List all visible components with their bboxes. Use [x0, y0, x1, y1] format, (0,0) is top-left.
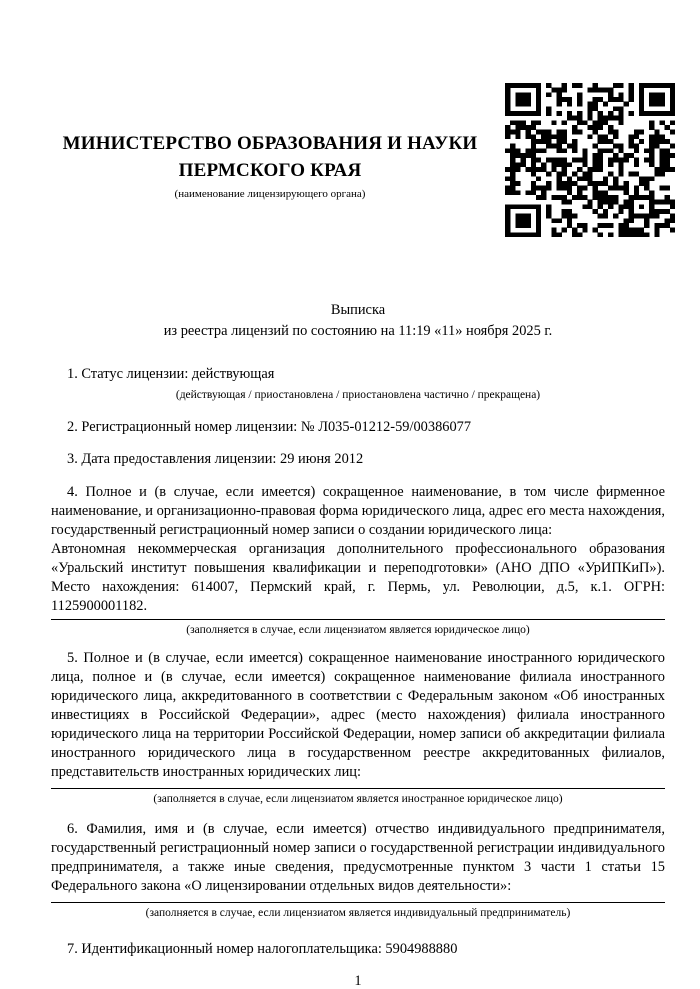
ministry-name-line2: ПЕРМСКОГО КРАЯ: [178, 160, 362, 181]
ministry-name-line1: МИНИСТЕРСТВО ОБРАЗОВАНИЯ И НАУКИ: [62, 133, 478, 154]
item-inn: 7. Идентификационный номер налогоплательщика: 5904988880: [67, 941, 458, 957]
document-body: [0, 300, 700, 989]
item-legal-entity-caption: (заполняется в случае, если лицензиатом является юридическое лицо): [51, 619, 665, 637]
document-title-line1: Выписка: [330, 302, 386, 318]
item-legal-entity-heading: 4. Полное и (в случае, если имеется) сокращенное наименование, в том числе фирменное наименование, и организационно-правовая форма юридического лица, адрес его места нахождения, государственный регистрационный номер записи о создании юридического лица:: [51, 484, 665, 538]
item-license-status-caption: (действующая / приостановлена / приостановлена частично / прекращена): [175, 389, 541, 401]
item-foreign-entity-heading: 5. Полное и (в случае, если имеется) сокращенное наименование иностранного юридического лица, полное и (в случае, если имеется) сокращенное наименование филиала иностранного юридического лица, аккредитованного в соответствии с Федеральным законом «Об иностранных инвестициях в Российской Федерации», адрес (место нахождения) филиала иностранного юридического лица на территории Российской Федерации, номер записи об аккредитации филиала иностранного юридического лица в государственном реестре аккредитованных филиалов, представительств иностранных юридических лиц:: [51, 650, 665, 780]
item-individual-heading: 6. Фамилия, имя и (в случае, если имеется) отчество индивидуального предпринимателя, государственный регистрационный номер записи о государственной регистрации индивидуального предпринимателя, а также иные сведения, предусмотренные пунктом 3 части 1 статьи 15 Федерального закона «О лицензировании отдельных видов деятельности»:: [51, 821, 665, 894]
qr-code: [505, 83, 675, 237]
item-legal-entity-value: Автономная некоммерческая организация дополнительного профессионального образования «Уральский институт повышения квалификации и переподготовки» (АНО ДПО «УрИПКиП»). Место нахождения: 614007, Пермский край, г. Пермь, ул. Революции, д.5, к.1. ОГРН: 1125900001182.: [51, 541, 665, 614]
item-grant-date: 3. Дата предоставления лицензии: 29 июня 2012: [67, 451, 364, 467]
page-number: 1: [354, 973, 362, 989]
document-title-line2: из реестра лицензий по состоянию на 11:19 «11» ноября 2025 г.: [163, 323, 553, 339]
item-license-status: 1. Статус лицензии: действующая: [67, 366, 275, 382]
item-foreign-entity-caption: (заполняется в случае, если лицензиатом является иностранное юридическое лицо): [51, 788, 665, 806]
item-registration-number: 2. Регистрационный номер лицензии: № Л035-01212-59/00386077: [67, 419, 472, 435]
item-individual-caption: (заполняется в случае, если лицензиатом является индивидуальный предприниматель): [51, 902, 665, 920]
document-title: [51, 300, 665, 342]
licensing-authority-header: [48, 130, 492, 201]
ministry-caption: (наименование лицензирующего органа): [174, 188, 366, 200]
